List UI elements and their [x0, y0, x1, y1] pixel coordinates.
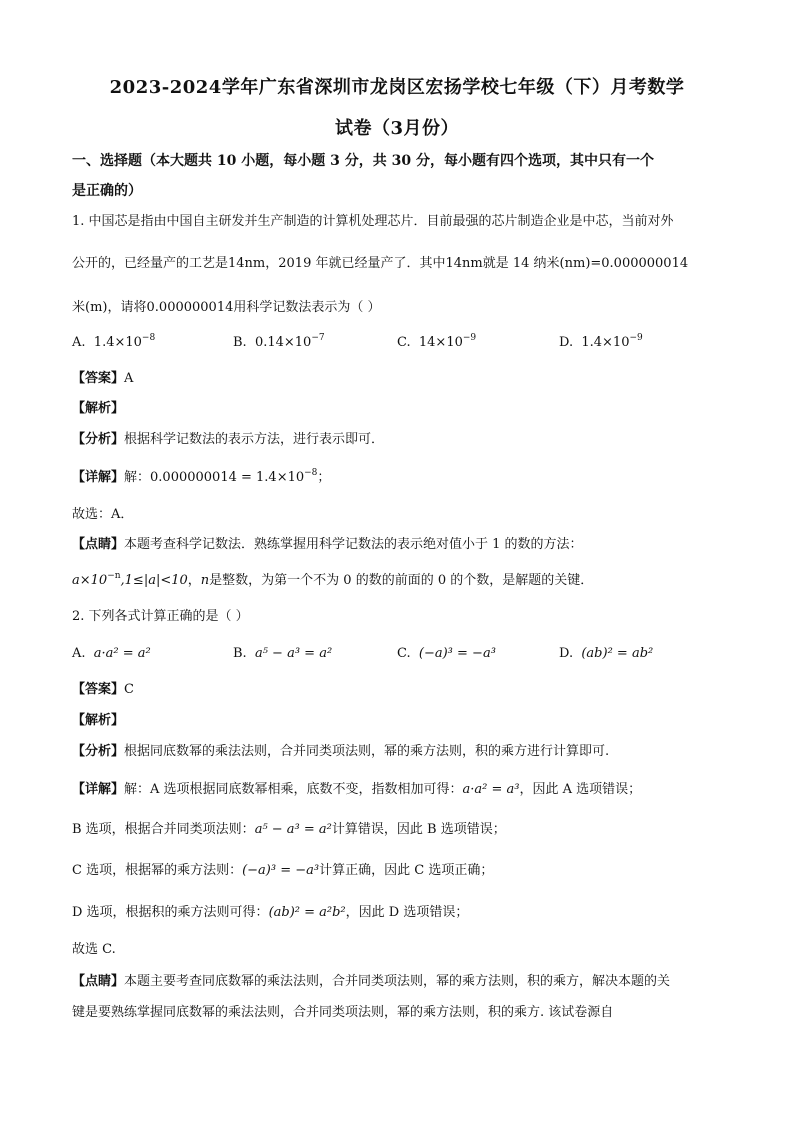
option-label: C. — [397, 646, 411, 661]
fenxi-tag: 【分析】 — [72, 432, 125, 447]
option-label: A. — [72, 335, 86, 350]
q1-stem-line2 — [72, 254, 688, 274]
option-text: 0.14×10 — [254, 335, 312, 350]
q1-option-b — [233, 333, 325, 353]
answer-value: A — [124, 371, 134, 386]
comment-exponent: −n — [107, 571, 121, 581]
option-text: 14×10 — [418, 335, 463, 350]
q2-detail-c — [72, 861, 493, 881]
q1-stem-math: 14nm — [228, 256, 266, 271]
q1-comment — [72, 535, 583, 555]
q2-answer — [72, 680, 134, 700]
q2-option-d — [559, 644, 653, 664]
doc-title-line2: 试卷（3月份） — [334, 118, 460, 139]
option-exponent: −9 — [629, 333, 643, 343]
comment-text: ， — [187, 573, 201, 588]
detail-math: a⁵ − a³ = a² — [254, 822, 332, 837]
option-text: 1.4×10 — [93, 335, 142, 350]
detail-text: C 选项，根据幂的乘方法则： — [72, 863, 243, 878]
q2-option-a — [72, 644, 151, 664]
detail-text: 解：A 选项根据同底数幂相乘，底数不变，指数相加可得： — [124, 782, 463, 797]
option-text: a⁵ − a³ = a² — [254, 646, 333, 661]
comment-math: n — [200, 573, 210, 588]
comment-math: ,1≤|a|<10 — [120, 573, 188, 588]
q2-detail-b — [72, 820, 506, 840]
option-text: 1.4×10 — [581, 335, 630, 350]
q1-stem-text: ，请将 — [107, 300, 147, 315]
section-heading-line1: 一、选择题（本大题共 10 小题，每小题 3 分，共 30 分，每小题有四个选项，其中只有一个 — [72, 153, 654, 169]
option-label: A. — [72, 646, 86, 661]
q1-stem-text: 就是 14 纳米 — [482, 256, 560, 271]
q1-stem-math: (m) — [85, 300, 108, 315]
q2-detail — [72, 780, 641, 800]
comment-tag: 【点睛】 — [72, 974, 125, 989]
option-exponent: −7 — [311, 333, 325, 343]
detail-text: 计算错误，因此 B 选项错误； — [331, 822, 506, 837]
q1-analysis-tag: 【解析】 — [72, 401, 125, 416]
q1-fenxi — [72, 430, 384, 450]
option-exponent: −9 — [462, 333, 477, 343]
option-label: B. — [233, 646, 247, 661]
comment-tag: 【点睛】 — [72, 537, 125, 552]
detail-text: ，因此 A 选项错误； — [519, 782, 642, 797]
q1-comment-line2 — [72, 571, 593, 591]
q1-stem-math: (nm)=0.000000014 — [559, 256, 689, 271]
detail-tag: 【详解】 — [72, 470, 125, 485]
option-exponent: −8 — [141, 333, 156, 343]
q1-stem-text: 用科学记数法表示为（ ） — [233, 300, 381, 315]
comment-text: 本题考查科学记数法．熟练掌握用科学记数法的表示绝对值小于 1 的数的方法： — [124, 537, 583, 552]
option-label: D. — [559, 646, 574, 661]
q1-option-d — [559, 333, 643, 353]
option-label: D. — [559, 335, 574, 350]
option-label: B. — [233, 335, 247, 350]
detail-math: a·a² = a³ — [462, 782, 520, 797]
q1-choose: 故选：A． — [72, 507, 134, 522]
detail-text: D 选项，根据积的乘方法则可得： — [72, 905, 269, 920]
detail-math: 0.000000014 = 1.4×10 — [150, 470, 305, 485]
doc-title-line1: 2023-2024学年广东省深圳市龙岗区宏扬学校七年级（下）月考数学 — [109, 77, 685, 98]
fenxi-text: 根据科学记数法的表示方法，进行表示即可． — [124, 432, 385, 447]
answer-value: C — [124, 682, 134, 697]
q2-comment — [72, 972, 670, 992]
answer-tag: 【答案】 — [72, 371, 125, 386]
q1-stem-line1: 1. 中国芯是指由中国自主研发并生产制造的计算机处理芯片．目前最强的芯片制造企业是中芯，当前对外 — [72, 214, 674, 229]
detail-text: ； — [317, 470, 331, 485]
option-text: (−a)³ = −a³ — [418, 646, 496, 661]
q1-stem-line3 — [72, 298, 381, 318]
detail-text: 解： — [124, 470, 151, 485]
q1-answer — [72, 369, 133, 389]
q2-stem: 2. 下列各式计算正确的是（ ） — [72, 609, 249, 624]
q2-choose: 故选 C. — [72, 942, 116, 957]
q1-stem-text: 公开的，已经量产的工艺是 — [72, 256, 229, 271]
detail-text: B 选项，根据合并同类项法则： — [72, 822, 255, 837]
option-text: (ab)² = ab² — [581, 646, 654, 661]
q1-detail — [72, 468, 330, 488]
q1-stem-math: 0.000000014 — [146, 300, 234, 315]
detail-text: ，因此 D 选项错误； — [345, 905, 469, 920]
option-label: C. — [397, 335, 411, 350]
q2-analysis-tag: 【解析】 — [72, 713, 125, 728]
section-heading-line2: 是正确的） — [72, 183, 142, 199]
detail-math: (ab)² = a²b² — [268, 905, 346, 920]
fenxi-text: 根据同底数幂的乘法法则，合并同类项法则，幂的乘方法则，积的乘方进行计算即可. — [124, 744, 610, 759]
q2-comment-line2: 键是要熟练掌握同底数幂的乘法法则，合并同类项法则，幂的乘方法则，积的乘方. 该试卷源自 — [72, 1005, 614, 1020]
q1-option-a — [72, 333, 155, 353]
detail-math: (−a)³ = −a³ — [242, 863, 320, 878]
q1-stem-text: 米 — [72, 300, 86, 315]
q1-stem-text: ，2019 年就已经量产了．其中 — [265, 256, 446, 271]
detail-exponent: −8 — [304, 468, 318, 478]
q1-stem-math: 14nm — [445, 256, 483, 271]
fenxi-tag: 【分析】 — [72, 744, 125, 759]
comment-math: a×10 — [72, 573, 108, 588]
q1-option-c — [397, 333, 476, 353]
comment-text: 是整数，为第一个不为 0 的数的前面的 0 的个数，是解题的关键． — [209, 573, 594, 588]
q2-detail-d — [72, 903, 468, 923]
option-text: a·a² = a² — [93, 646, 151, 661]
comment-text: 本题主要考查同底数幂的乘法法则，合并同类项法则，幂的乘方法则，积的乘方，解决本题的关 — [124, 974, 671, 989]
answer-tag: 【答案】 — [72, 682, 125, 697]
detail-tag: 【详解】 — [72, 782, 125, 797]
q2-fenxi — [72, 742, 609, 762]
q2-option-c — [397, 644, 496, 664]
q2-option-b — [233, 644, 332, 664]
detail-text: 计算正确，因此 C 选项正确； — [319, 863, 494, 878]
